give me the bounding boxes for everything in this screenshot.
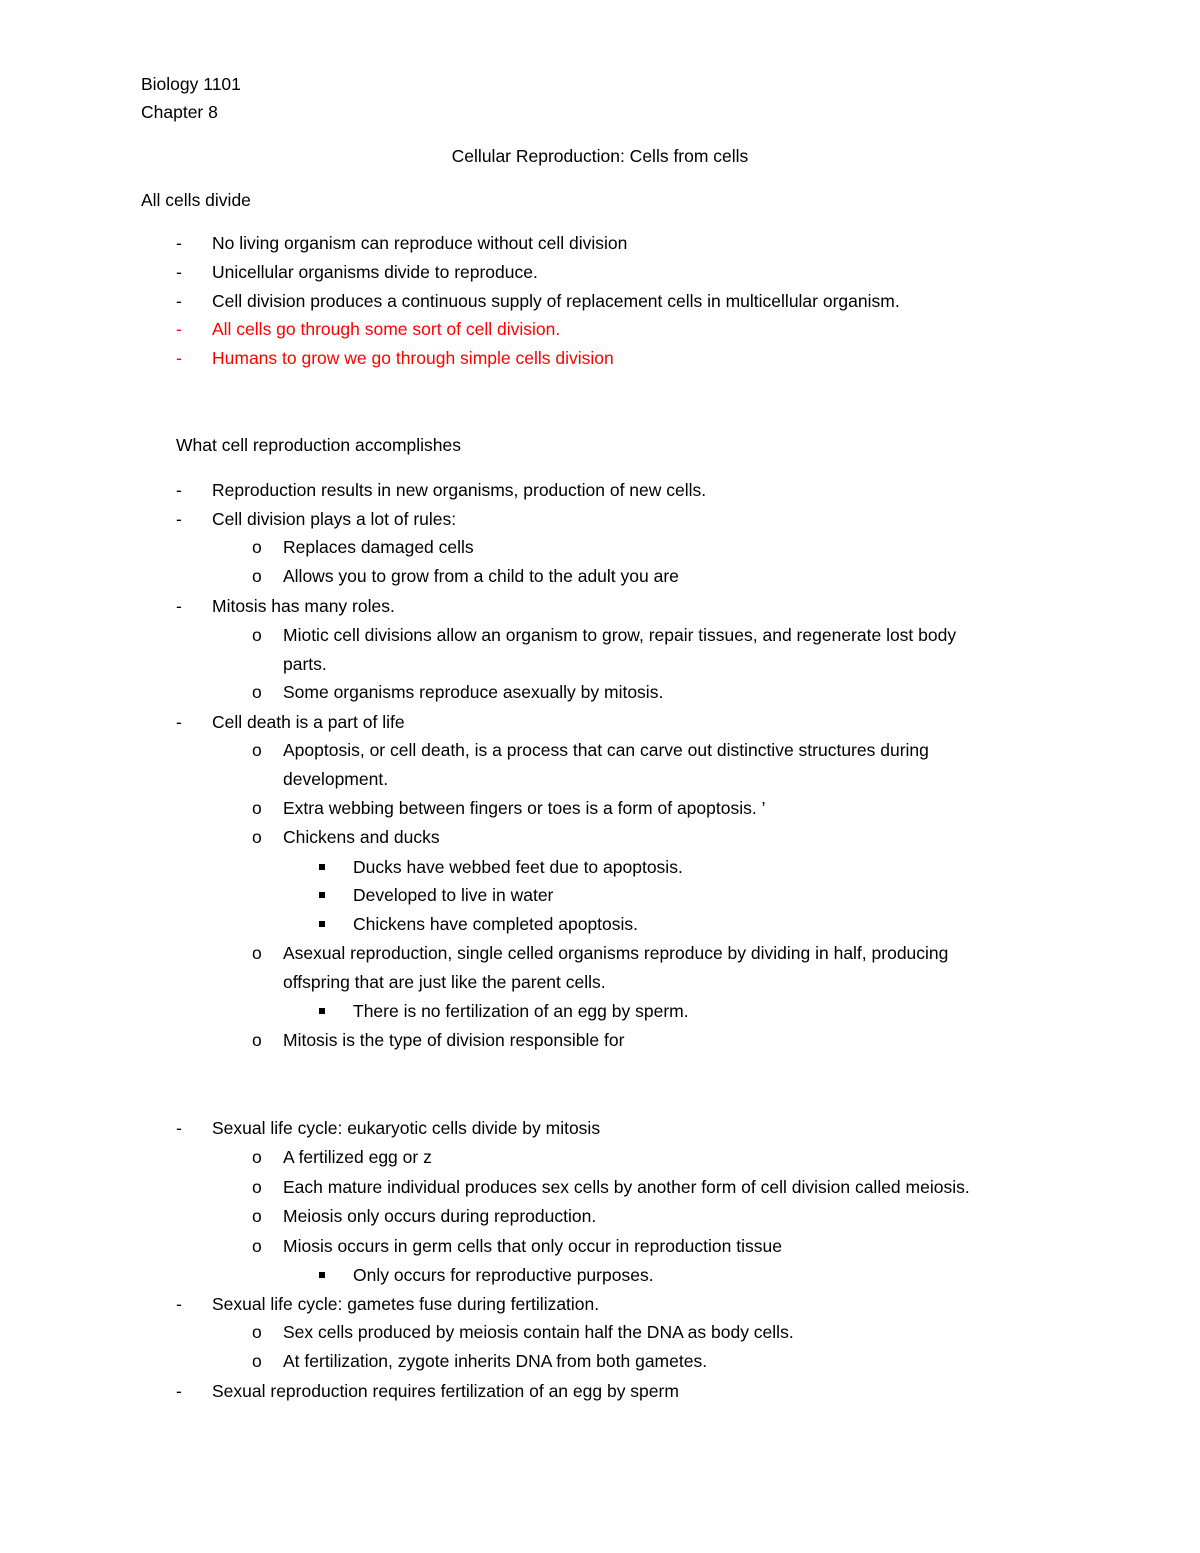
list-item: No living organism can reproduce without cell division	[212, 233, 628, 253]
sub-list-item: A fertilized egg or z	[283, 1147, 432, 1167]
circle-bullet: o	[252, 740, 262, 760]
circle-bullet: o	[252, 1322, 262, 1342]
sub-list-item: Some organisms reproduce asexually by mitosis.	[283, 682, 664, 702]
sub-list-item: Extra webbing between fingers or toes is a form of apoptosis. ’	[283, 798, 766, 818]
dash-bullet: -	[176, 262, 182, 282]
dash-bullet: -	[176, 348, 182, 368]
sub-list-item-continuation: offspring that are just like the parent cells.	[283, 972, 606, 992]
sub-list-item: Meiosis only occurs during reproduction.	[283, 1206, 597, 1226]
list-item: Cell division produces a continuous supply of replacement cells in multicellular organism.	[212, 291, 900, 311]
sub-list-item: Each mature individual produces sex cells by another form of cell division called meiosis.	[283, 1177, 970, 1197]
sub-sub-list-item: Ducks have webbed feet due to apoptosis.	[353, 857, 683, 877]
dash-bullet: -	[176, 596, 182, 616]
list-item: Sexual reproduction requires fertilization of an egg by sperm	[212, 1381, 679, 1401]
list-item: Cell death is a part of life	[212, 712, 405, 732]
circle-bullet: o	[252, 1236, 262, 1256]
list-item-highlighted: Humans to grow we go through simple cells division	[212, 348, 614, 368]
circle-bullet: o	[252, 1351, 262, 1371]
section-heading-all-cells-divide: All cells divide	[141, 190, 251, 210]
sub-list-item: Miosis occurs in germ cells that only occur in reproduction tissue	[283, 1236, 782, 1256]
circle-bullet: o	[252, 943, 262, 963]
sub-sub-list-item: Only occurs for reproductive purposes.	[353, 1265, 654, 1285]
circle-bullet: o	[252, 1206, 262, 1226]
sub-list-item: Apoptosis, or cell death, is a process that can carve out distinctive structures during	[283, 740, 929, 760]
sub-sub-list-item: Developed to live in water	[353, 885, 554, 905]
list-item: Mitosis has many roles.	[212, 596, 395, 616]
dash-bullet: -	[176, 1118, 182, 1138]
square-bullet-icon	[319, 864, 325, 870]
circle-bullet: o	[252, 537, 262, 557]
circle-bullet: o	[252, 1030, 262, 1050]
sub-sub-list-item: Chickens have completed apoptosis.	[353, 914, 639, 934]
dash-bullet: -	[176, 319, 182, 339]
circle-bullet: o	[252, 1147, 262, 1167]
sub-list-item: Allows you to grow from a child to the adult you are	[283, 566, 679, 586]
circle-bullet: o	[252, 566, 262, 586]
sub-list-item: Mitosis is the type of division responsible for	[283, 1030, 625, 1050]
list-item: Reproduction results in new organisms, production of new cells.	[212, 480, 707, 500]
dash-bullet: -	[176, 712, 182, 732]
square-bullet-icon	[319, 892, 325, 898]
dash-bullet: -	[176, 1381, 182, 1401]
circle-bullet: o	[252, 625, 262, 645]
sub-list-item: Chickens and ducks	[283, 827, 440, 847]
dash-bullet: -	[176, 233, 182, 253]
dash-bullet: -	[176, 291, 182, 311]
square-bullet-icon	[319, 1008, 325, 1014]
page-title: Cellular Reproduction: Cells from cells	[451, 146, 749, 166]
list-item: Cell division plays a lot of rules:	[212, 509, 457, 529]
sub-list-item: At fertilization, zygote inherits DNA from both gametes.	[283, 1351, 708, 1371]
chapter-label: Chapter 8	[141, 102, 218, 122]
circle-bullet: o	[252, 798, 262, 818]
square-bullet-icon	[319, 921, 325, 927]
sub-list-item: Sex cells produced by meiosis contain half the DNA as body cells.	[283, 1322, 794, 1342]
circle-bullet: o	[252, 827, 262, 847]
section-heading-cell-reproduction: What cell reproduction accomplishes	[176, 435, 461, 455]
list-item: Sexual life cycle: gametes fuse during fertilization.	[212, 1294, 600, 1314]
dash-bullet: -	[176, 509, 182, 529]
list-item-highlighted: All cells go through some sort of cell division.	[212, 319, 561, 339]
square-bullet-icon	[319, 1272, 325, 1278]
course-name: Biology 1101	[141, 74, 241, 94]
list-item: Sexual life cycle: eukaryotic cells divide by mitosis	[212, 1118, 601, 1138]
list-item: Unicellular organisms divide to reproduce.	[212, 262, 538, 282]
dash-bullet: -	[176, 1294, 182, 1314]
sub-list-item-continuation: development.	[283, 769, 389, 789]
sub-list-item: Replaces damaged cells	[283, 537, 474, 557]
circle-bullet: o	[252, 1177, 262, 1197]
sub-sub-list-item: There is no fertilization of an egg by sperm.	[353, 1001, 689, 1021]
dash-bullet: -	[176, 480, 182, 500]
sub-list-item-continuation: parts.	[283, 654, 327, 674]
circle-bullet: o	[252, 682, 262, 702]
sub-list-item: Asexual reproduction, single celled organisms reproduce by dividing in half, producing	[283, 943, 949, 963]
sub-list-item: Miotic cell divisions allow an organism to grow, repair tissues, and regenerate lost body	[283, 625, 957, 645]
